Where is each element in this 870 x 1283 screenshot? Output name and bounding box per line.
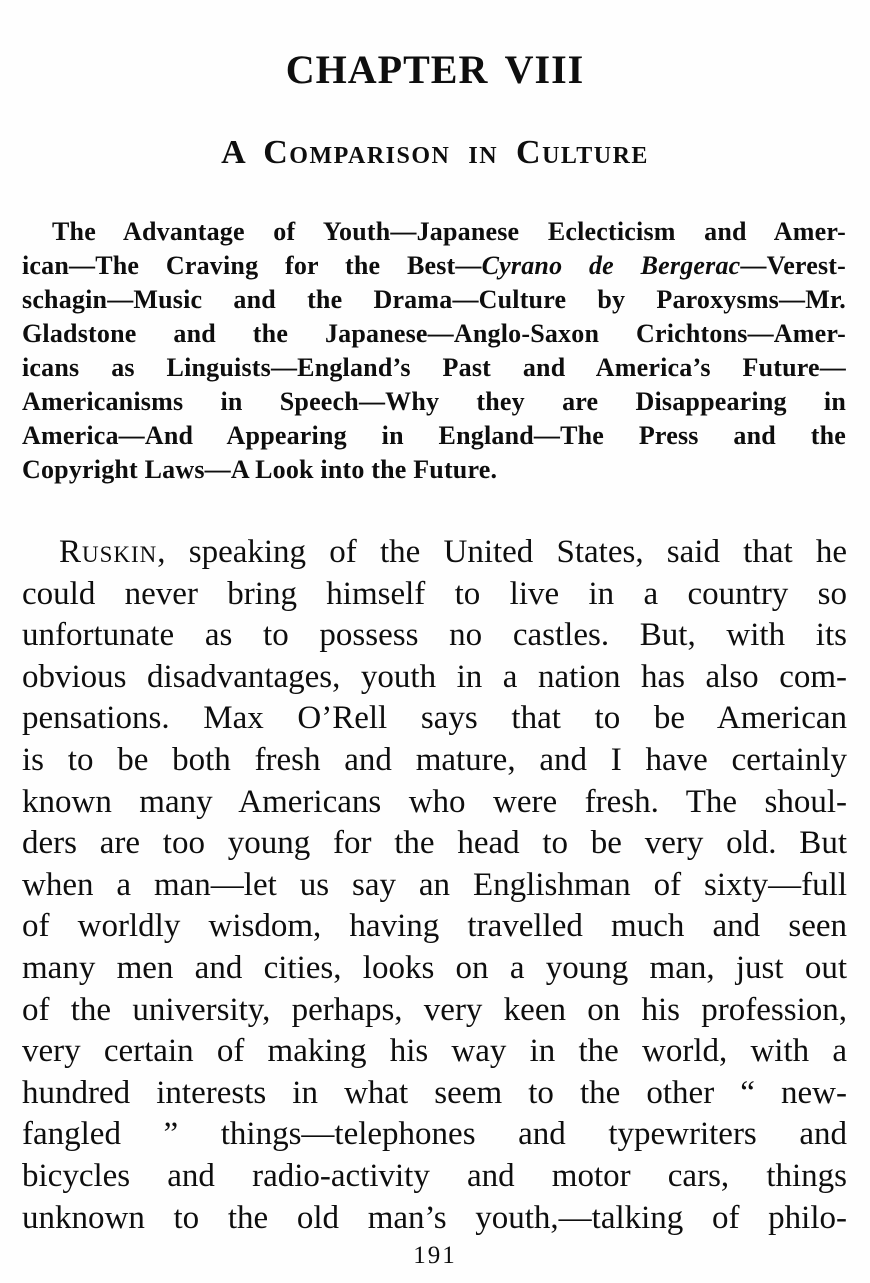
text-segment: ders are too young for the head to be very old. But — [22, 825, 847, 862]
text-segment: unknown to the old man’s youth,—talking of philo- — [22, 1199, 847, 1236]
text-segment: icans as Linguists—England’s Past and America’s Future— — [22, 353, 846, 382]
smallcaps-text: Ruskin — [59, 534, 158, 570]
text-line — [22, 249, 846, 283]
chapter-heading: CHAPTER VIII — [285, 47, 585, 92]
text-line — [22, 351, 846, 385]
text-segment: pensations. Max O’Rell says that to be American — [22, 700, 847, 737]
body-paragraph — [22, 532, 847, 1239]
text-segment: could never bring himself to live in a country so — [22, 575, 847, 612]
text-line — [22, 1198, 847, 1240]
text-segment: The Advantage of Youth—Japanese Eclecticism and Amer- — [52, 217, 846, 246]
text-segment: very certain of making his way in the world, with a — [22, 1033, 847, 1070]
text-segment: obvious disadvantages, youth in a nation has also com- — [22, 658, 847, 695]
text-segment: hundred interests in what seem to the other “ new- — [22, 1074, 847, 1111]
text-segment: , speaking of the United States, said that he — [157, 534, 847, 570]
text-segment: of the university, perhaps, very keen on his profession, — [22, 991, 847, 1028]
text-segment: known many Americans who were fresh. The shoul- — [22, 783, 847, 820]
chapter-synopsis — [22, 215, 846, 487]
text-line — [22, 419, 846, 453]
text-segment: unfortunate as to possess no castles. But, with its — [22, 617, 847, 654]
text-line — [22, 615, 847, 657]
text-line — [22, 1073, 847, 1115]
text-line — [22, 1031, 847, 1073]
text-line — [22, 453, 846, 487]
text-line — [22, 823, 847, 865]
text-segment: fangled ” things—telephones and typewriters and — [22, 1116, 847, 1153]
text-line — [22, 698, 847, 740]
text-segment: Copyright Laws—A Look into the Future. — [22, 455, 498, 484]
text-line — [22, 948, 847, 990]
text-segment: Gladstone and the Japanese—Anglo-Saxon Crichtons—Amer- — [22, 319, 846, 348]
text-line — [22, 532, 847, 574]
text-line — [22, 283, 846, 317]
text-line — [22, 1156, 847, 1198]
text-line — [22, 657, 847, 699]
text-line — [22, 990, 847, 1032]
text-line — [22, 215, 846, 249]
text-segment: ican—The Craving for the Best— — [22, 251, 482, 280]
text-segment: is to be both fresh and mature, and I have certainly — [22, 741, 847, 778]
text-segment: of worldly wisdom, having travelled much and seen — [22, 908, 847, 945]
text-line — [22, 1114, 847, 1156]
text-segment: Americanisms in Speech—Why they are Disappearing in — [22, 387, 846, 416]
text-line — [22, 782, 847, 824]
text-segment: —Verest- — [740, 251, 846, 280]
chapter-subtitle: A Comparison in Culture — [221, 134, 649, 171]
text-line — [22, 385, 846, 419]
text-line — [22, 865, 847, 907]
text-segment: America—And Appearing in England—The Press and the — [22, 421, 846, 450]
text-line — [22, 906, 847, 948]
text-line — [22, 574, 847, 616]
text-segment: bicycles and radio-activity and motor cars, things — [22, 1157, 847, 1194]
italic-text: Cyrano de Bergerac — [481, 251, 741, 280]
text-segment: schagin—Music and the Drama—Culture by Paroxysms—Mr. — [22, 285, 846, 314]
page-number: 191 — [413, 1242, 457, 1270]
text-segment: many men and cities, looks on a young man, just out — [22, 949, 847, 986]
text-line — [22, 740, 847, 782]
text-line — [22, 317, 846, 351]
text-segment: when a man—let us say an Englishman of sixty—full — [22, 866, 847, 903]
